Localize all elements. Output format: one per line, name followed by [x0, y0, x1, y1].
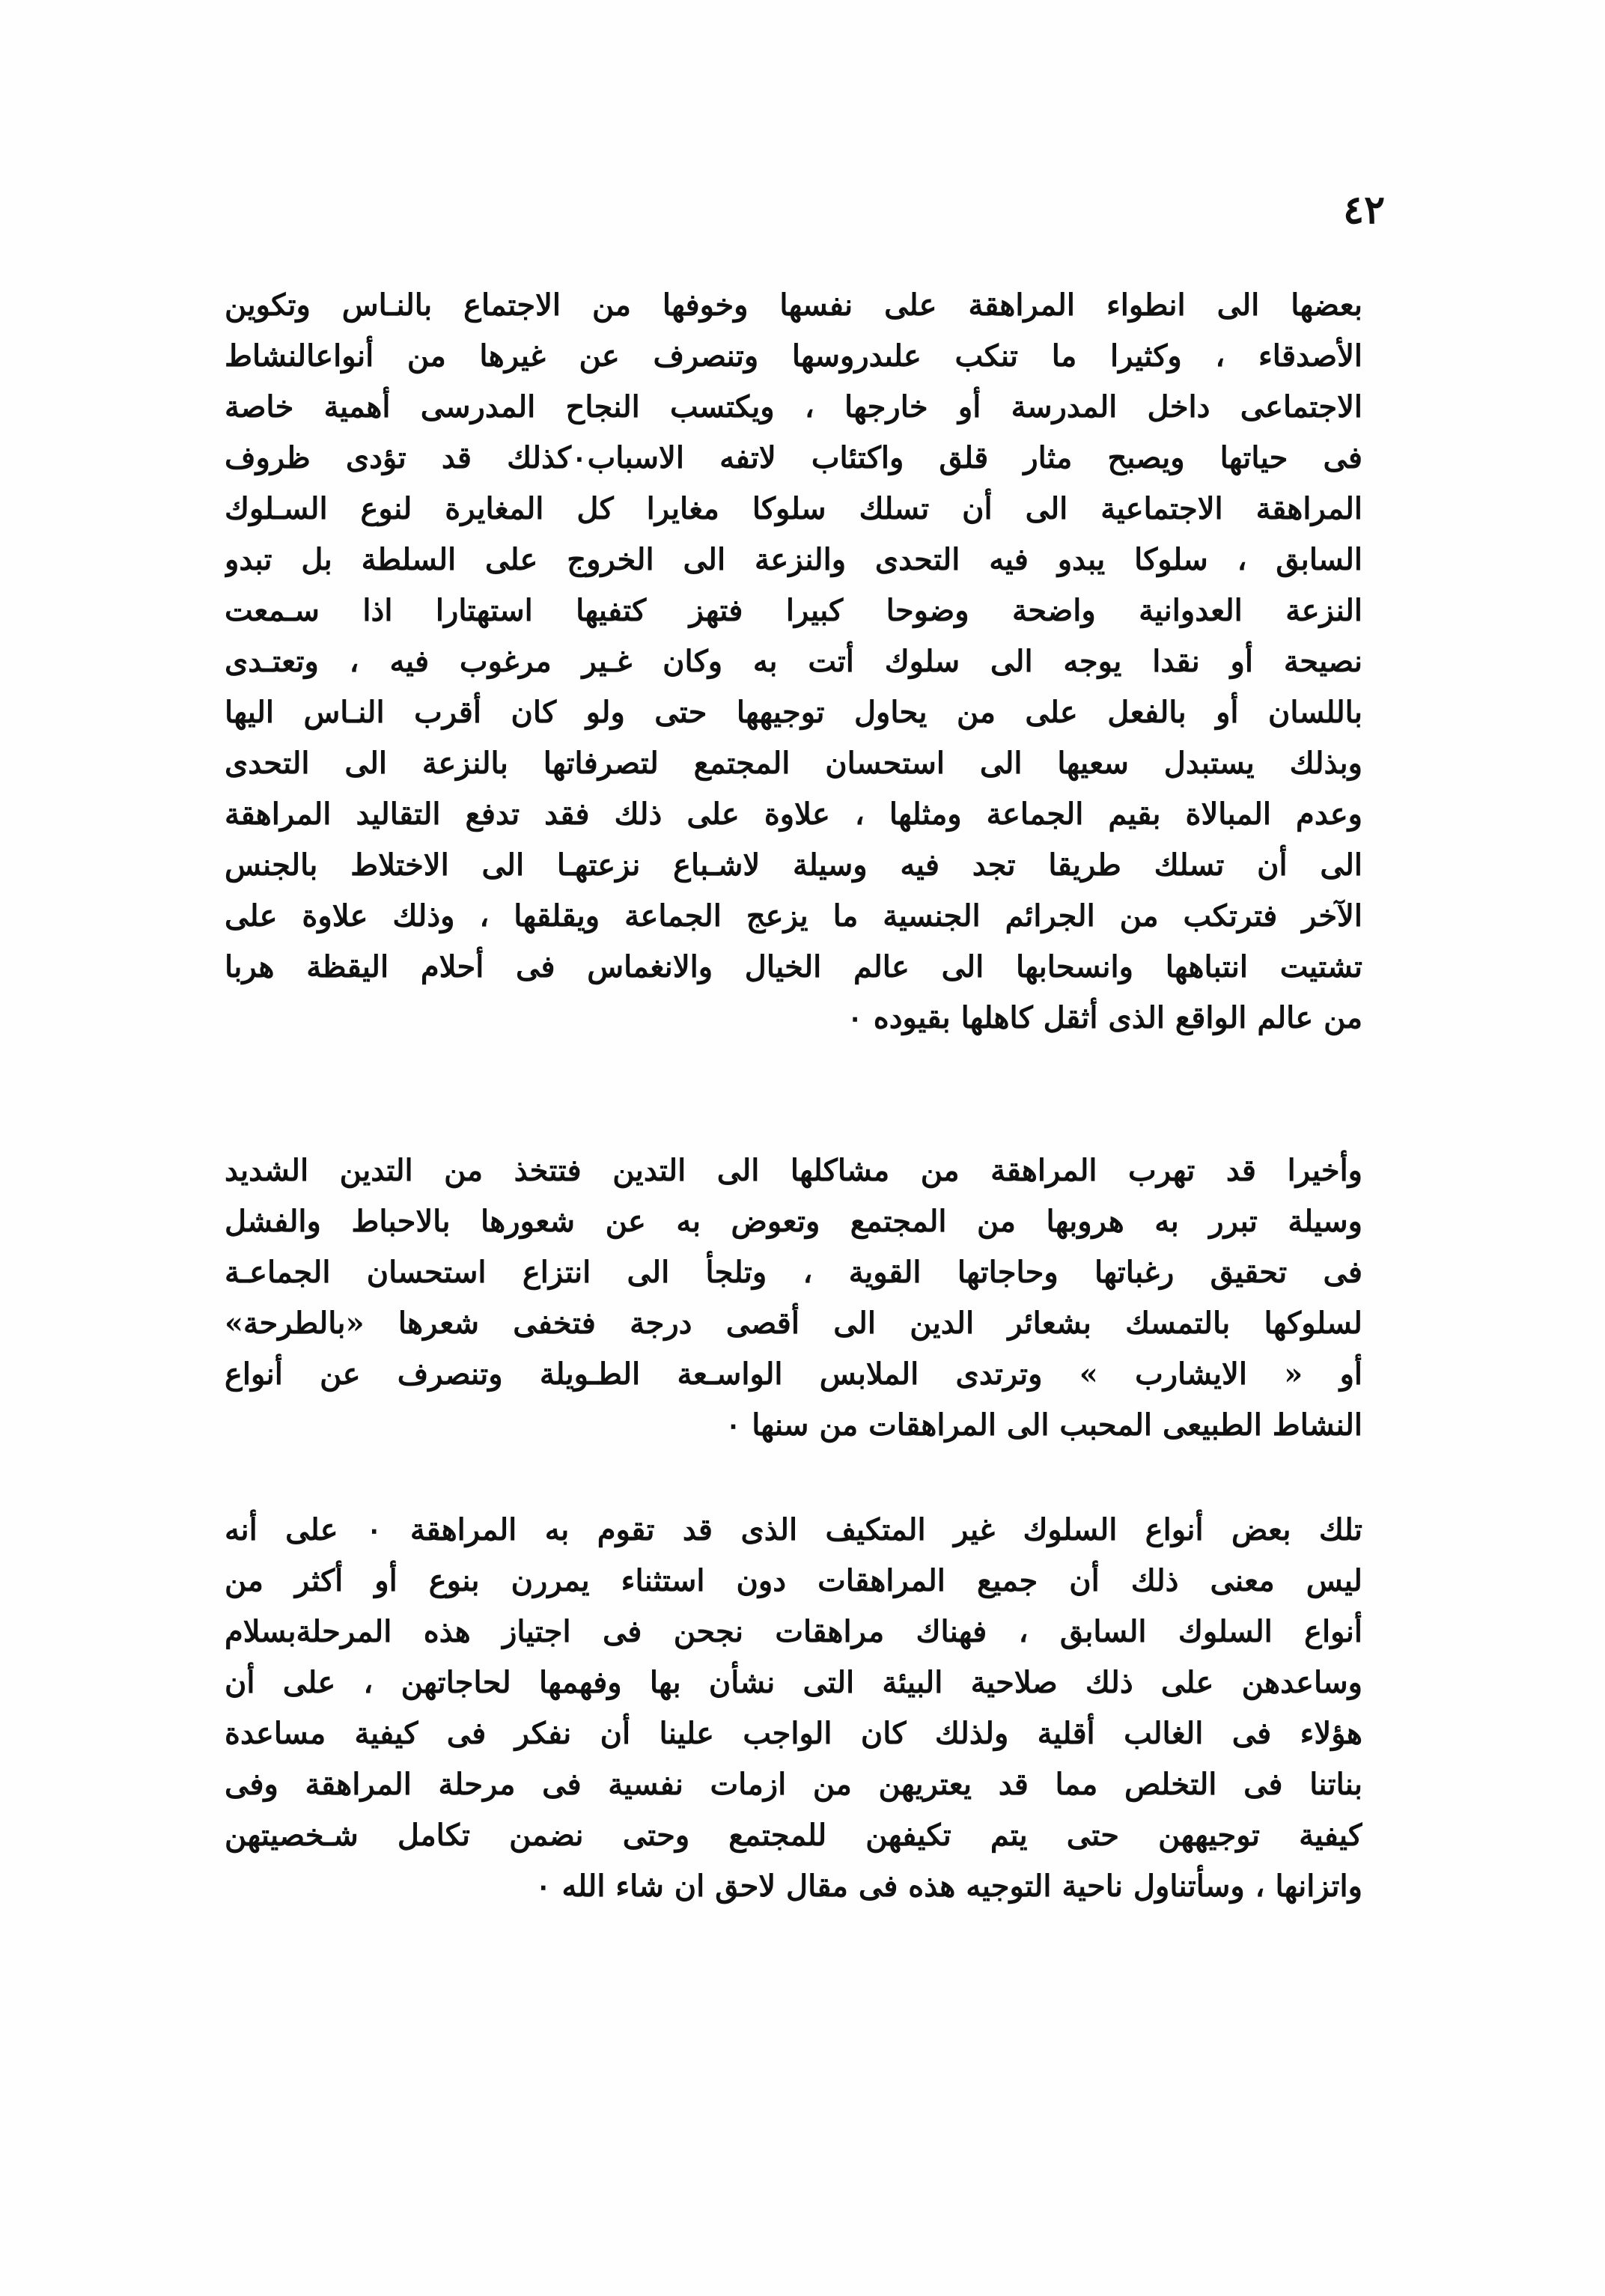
- text-line: وسيلة تبرر به هروبها من المجتمع وتعوض به عن شعورها بالاحباط والفشل: [225, 1204, 1362, 1239]
- text-line: الى أن تسلك طريقا تجد فيه وسيلة لاشـباع نزعتهـا الى الاختلاط بالجنس: [225, 847, 1362, 883]
- paragraph: [225, 1505, 1362, 1912]
- text-line: ليس معنى ذلك أن جميع المراهقات دون استثناء يمررن بنوع أو أكثر من: [225, 1563, 1362, 1598]
- text-line: فى حياتها ويصبح مثار قلق واكتئاب لاتفه الاسباب٠كذلك قد تؤدى ظروف: [225, 440, 1362, 475]
- text-line: وبذلك يستبدل سعيها الى استحسان المجتمع لتصرفاتها بالنزعة الى التحدى: [225, 746, 1362, 781]
- paragraph: [225, 1145, 1362, 1451]
- text-line: المراهقة الاجتماعية الى أن تسلك سلوكا مغايرا كل المغايرة لنوع السـلوك: [225, 491, 1362, 526]
- text-line: النزعة العدوانية واضحة وضوحا كبيرا فتهز كتفيها استهتارا اذا سـمعت: [225, 593, 1362, 628]
- text-line: أنواع السلوك السابق ، فهناك مراهقات نجحن فى اجتياز هذه المرحلةبسلام: [225, 1614, 1362, 1649]
- text-line: من عالم الواقع الذى أثقل كاهلها بقيوده ٠: [847, 1000, 1362, 1035]
- text-line: وعدم المبالاة بقيم الجماعة ومثلها ، علاوة على ذلك فقد تدفع التقاليد المراهقة: [225, 797, 1362, 832]
- text-line: لسلوكها بالتمسك بشعائر الدين الى أقصى درجة فتخفى شعرها «بالطرحة»: [225, 1306, 1362, 1341]
- page-number: ٤٢: [1343, 187, 1385, 233]
- text-line: أو « الايشارب » وترتدى الملابس الواسـعة الطـويلة وتنصرف عن أنواع: [225, 1356, 1362, 1392]
- text-line: هؤلاء فى الغالب أقلية ولذلك كان الواجب علينا أن نفكر فى كيفية مساعدة: [225, 1716, 1362, 1751]
- text-line: وساعدهن على ذلك صلاحية البيئة التى نشأن بها وفهمها لحاجاتهن ، على أن: [225, 1665, 1362, 1700]
- paragraph: [225, 280, 1362, 1044]
- text-line: الاجتماعى داخل المدرسة أو خارجها ، ويكتسب النجاح المدرسى أهمية خاصة: [225, 389, 1362, 424]
- text-line: وأخيرا قد تهرب المراهقة من مشاكلها الى التدين فتتخذ من التدين الشديد: [225, 1153, 1362, 1188]
- text-line: واتزانها ، وسأتناول ناحية التوجيه هذه فى مقال لاحق ان شاء الله ٠: [535, 1869, 1362, 1904]
- text-line: الآخر فترتكب من الجرائم الجنسية ما يزعج الجماعة ويقلقها ، وذلك علاوة على: [225, 898, 1362, 934]
- text-line: فى تحقيق رغباتها وحاجاتها القوية ، وتلجأ الى انتزاع استحسان الجماعـة: [225, 1255, 1362, 1290]
- text-line: الأصدقاء ، وكثيرا ما تنكب علىدروسها وتنصرف عن غيرها من أنواعالنشاط: [225, 338, 1362, 374]
- text-line: تلك بعض أنواع السلوك غير المتكيف الذى قد تقوم به المراهقة ٠ على أنه: [225, 1512, 1362, 1547]
- text-line: السابق ، سلوكا يبدو فيه التحدى والنزعة الى الخروج على السلطة بل تبدو: [225, 542, 1362, 577]
- text-line: تشتيت انتباهها وانسحابها الى عالم الخيال والانغماس فى أحلام اليقظة هربا: [225, 949, 1362, 984]
- text-line: نصيحة أو نقدا يوجه الى سلوك أتت به وكان غـير مرغوب فيه ، وتعتـدى: [225, 644, 1362, 679]
- text-line: النشاط الطبيعى المحبب الى المراهقات من سنها ٠: [725, 1407, 1362, 1443]
- text-line: كيفية توجيههن حتى يتم تكيفهن للمجتمع وحتى نضمن تكامل شـخصيتهن: [225, 1818, 1362, 1853]
- text-line: بناتنا فى التخلص مما قد يعتريهن من ازمات نفسية فى مرحلة المراهقة وفى: [225, 1767, 1362, 1802]
- text-line: باللسان أو بالفعل على من يحاول توجيهها حتى ولو كان أقرب النـاس اليها: [225, 695, 1362, 730]
- text-line: بعضها الى انطواء المراهقة على نفسها وخوفها من الاجتماع بالنـاس وتكوين: [225, 287, 1362, 323]
